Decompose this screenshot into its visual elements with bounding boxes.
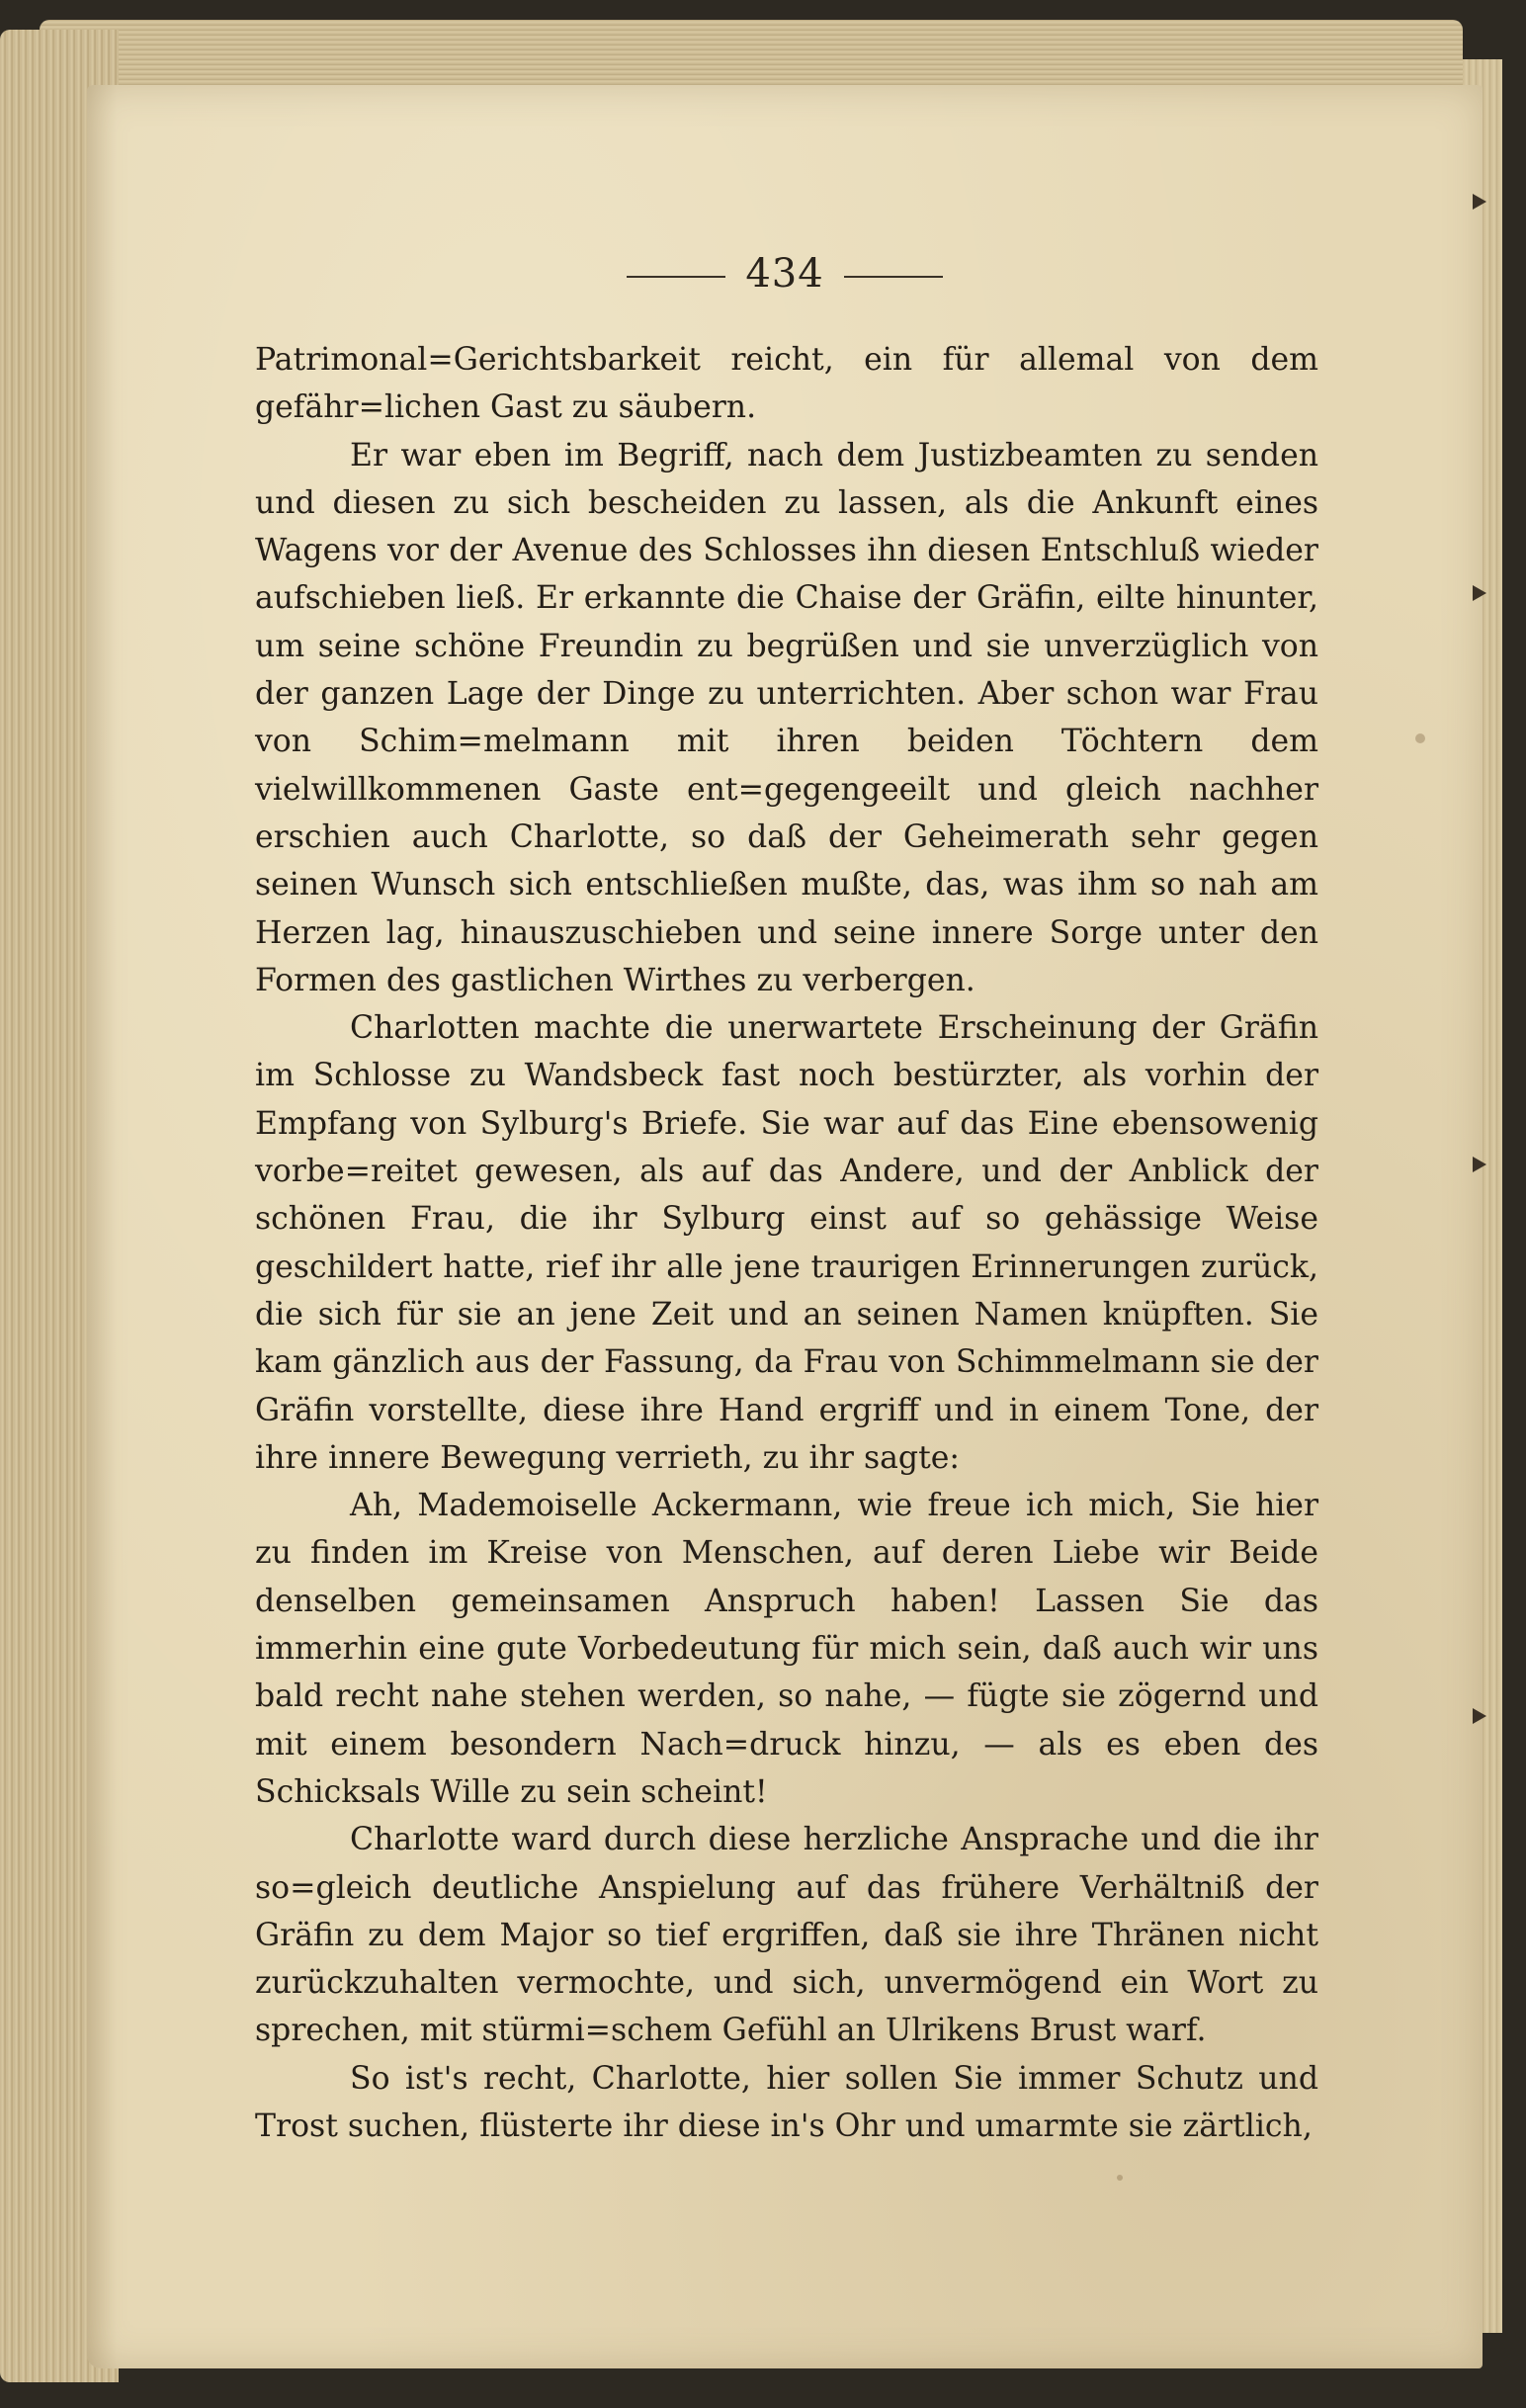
paragraph-5: Charlotte ward durch diese herzliche Ansprache und die ihr so=gleich deutliche Anspielung auf das frühere Verhältniß der Gräfin zu dem Major so tief ergriffen, daß sie ihre Thränen nicht zurückzuhalten vermochte, und sich, unvermögend ein Wort zu sprechen, mit stürmi=schem Gefühl an Ulrikens Brust warf. [255,1822,1318,2049]
page-header [87,251,1483,297]
paragraph-2: Er war eben im Begriff, nach dem Justizbeamten zu senden und diesen zu sich bescheiden zu lassen, als die Ankunft eines Wagens vor der Avenue des Schlosses ihn diesen Entschluß wieder aufschieben ließ. Er erkannte die Chaise der Gräfin, eilte hinunter, um seine schöne Freundin zu begrüßen und sie unverzüglich von der ganzen Lage der Dinge zu unterrichten. Aber schon war Frau von Schim=melmann mit ihren beiden Töchtern dem vielwillkommenen Gaste ent=gegengeeilt und gleich nachher erschien auch Charlotte, so daß der Geheimerath sehr gegen seinen Wunsch sich entschließen mußte, das, was ihm so nah am Herzen lag, hinauszuschieben und seine innere Sorge unter den Formen des gastlichen Wirthes zu verbergen. [255,437,1318,998]
edge-marker-3 [1473,1157,1486,1172]
body-text [255,336,1318,2150]
paper-spot [1415,733,1425,743]
edge-marker-4 [1473,1708,1486,1724]
paragraph-1: Patrimonal=Gerichtsbarkeit reicht, ein für allemal von dem gefähr=lichen Gast zu säubern. [255,342,1318,426]
header-rule-right [844,276,943,278]
book-top-edge [40,20,1463,89]
paragraph-4: Ah, Mademoiselle Ackermann, wie freue ich mich, Sie hier zu finden im Kreise von Menschen, auf deren Liebe wir Beide denselben gemeinsamen Anspruch haben! Lassen Sie das immerhin eine gute Vorbedeutung für mich sein, daß auch wir uns bald recht nahe stehen werden, so nahe, — fügte sie zögernd und mit einem besondern Nach=druck hinzu, — als es eben des Schicksals Wille zu sein scheint! [255,1488,1318,1810]
paragraph-6: So ist's recht, Charlotte, hier sollen Sie immer Schutz und Trost suchen, flüsterte ihr diese in's Ohr und umarmte sie zärtlich, [255,2060,1318,2144]
edge-marker-2 [1473,585,1486,601]
header-rule-left [627,276,725,278]
paper-spot [1117,2175,1123,2181]
edge-marker-1 [1473,194,1486,210]
page-number: 434 [745,251,824,297]
paper-page [87,85,1483,2368]
paragraph-3: Charlotten machte die unerwartete Erscheinung der Gräfin im Schlosse zu Wandsbeck fast noch bestürzter, als vorhin der Empfang von Sylburg's Briefe. Sie war auf das Eine ebensowenig vorbe=reitet gewesen, als auf das Andere, und der Anblick der schönen Frau, die ihr Sylburg einst auf so gehässige Weise geschildert hatte, rief ihr alle jene traurigen Erinnerungen zurück, die sich für sie an jene Zeit und an seinen Namen knüpften. Sie kam gänzlich aus der Fassung, da Frau von Schimmelmann sie der Gräfin vorstellte, diese ihre Hand ergriff und in einem Tone, der ihre innere Bewegung verrieth, zu ihr sagte: [255,1010,1318,1476]
